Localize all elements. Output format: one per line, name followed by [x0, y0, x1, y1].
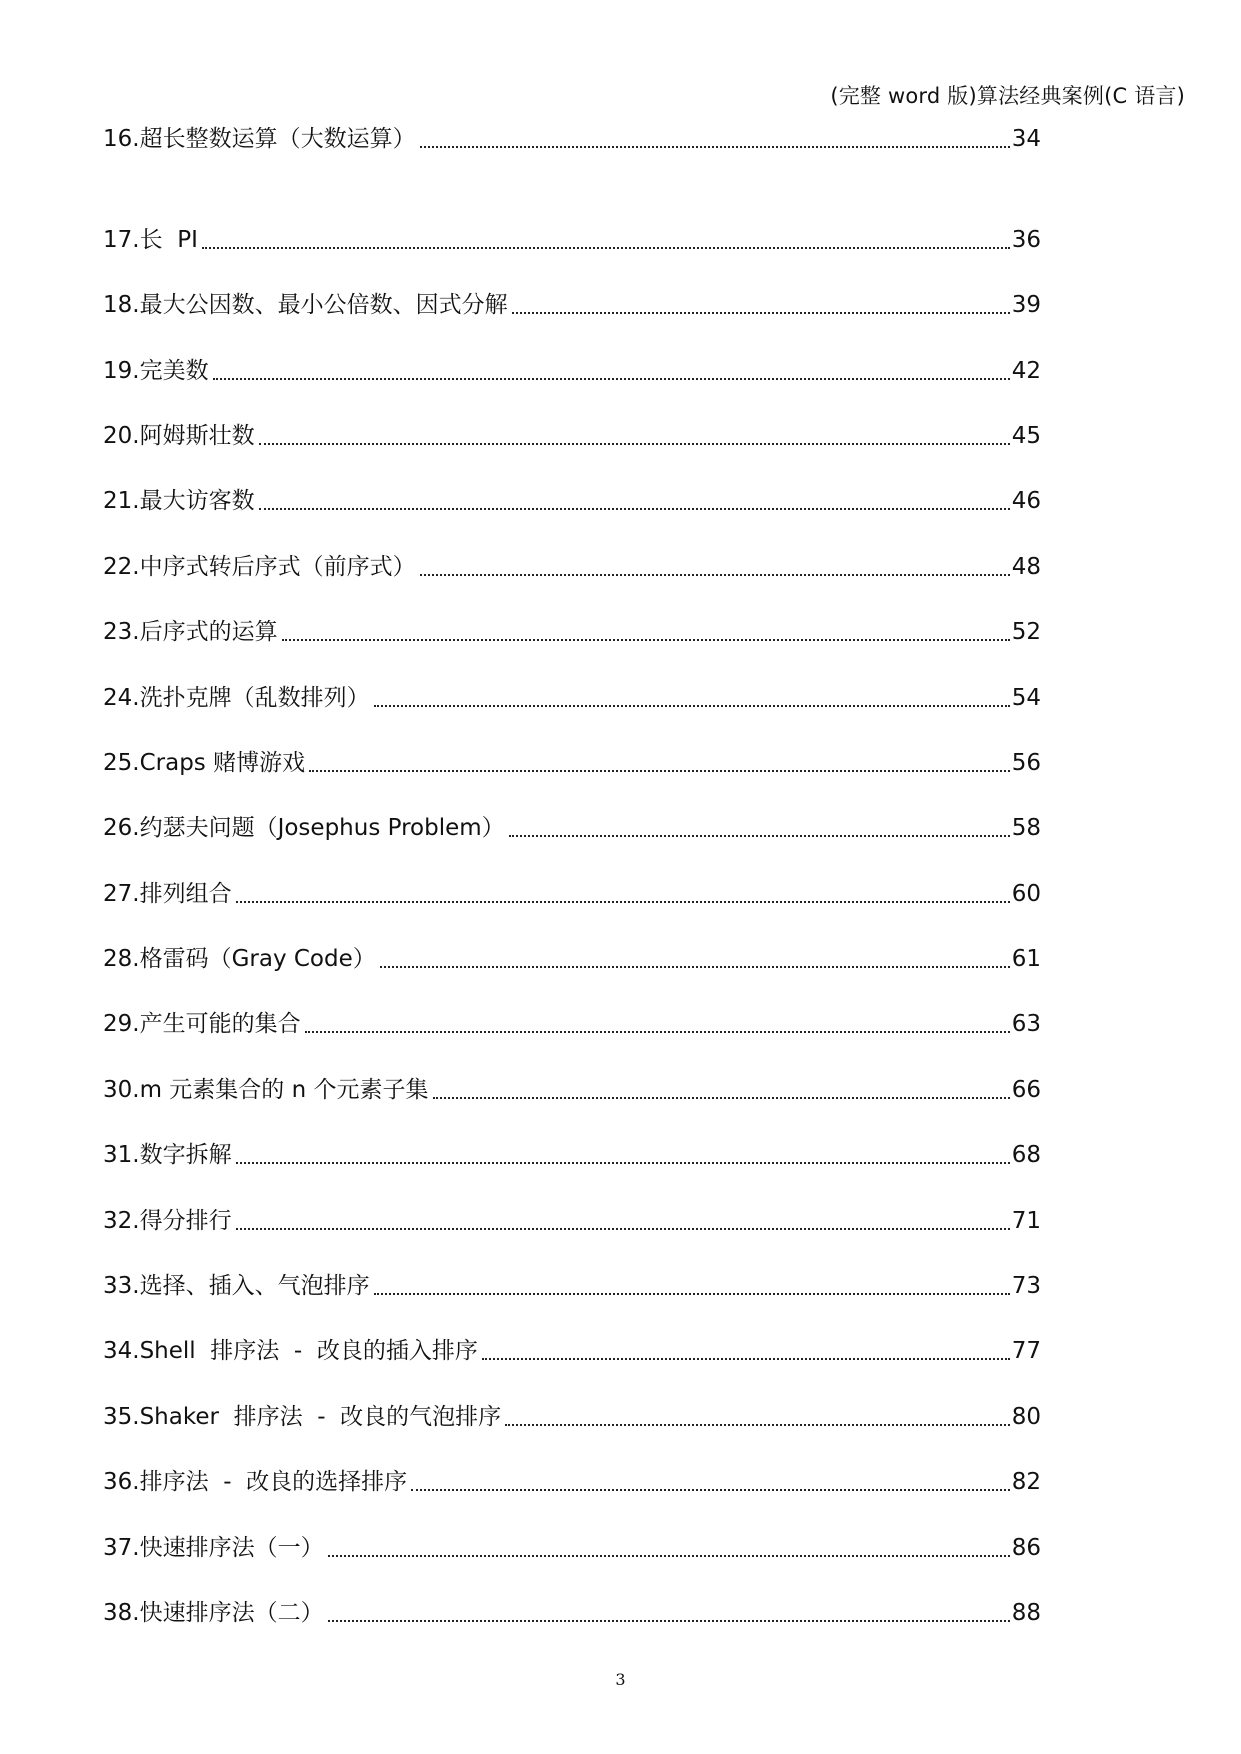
toc-entry-title: 23.后序式的运算 — [103, 619, 278, 646]
toc-entry[interactable] — [103, 713, 1041, 778]
toc-entry-title: 21.最大访客数 — [103, 488, 255, 515]
toc-entry[interactable] — [103, 255, 1041, 320]
toc-entry-page: 71 — [1011, 1207, 1041, 1234]
toc-entry[interactable] — [103, 1497, 1041, 1562]
toc-leader-dots — [236, 1162, 1010, 1164]
toc-entry[interactable] — [103, 582, 1041, 647]
toc-leader-dots — [309, 770, 1010, 772]
toc-leader-dots — [374, 1293, 1010, 1295]
toc-entry-title: 29.产生可能的集合 — [103, 1011, 301, 1038]
toc-entry[interactable] — [103, 974, 1041, 1039]
toc-leader-dots — [259, 443, 1010, 445]
toc-leader-dots — [420, 574, 1010, 576]
toc-entry[interactable] — [103, 909, 1041, 974]
toc-entry-page: 66 — [1011, 1076, 1041, 1103]
toc-entry-title: 34.Shell 排序法 - 改良的插入排序 — [103, 1338, 478, 1365]
toc-entry-title: 24.洗扑克牌（乱数排列） — [103, 684, 370, 711]
toc-leader-dots — [236, 901, 1010, 903]
toc-entry-page: 60 — [1011, 880, 1041, 907]
toc-entry[interactable] — [103, 124, 1041, 154]
toc-entry-page: 42 — [1011, 357, 1041, 384]
toc-leader-dots — [512, 312, 1010, 314]
toc-leader-dots — [328, 1555, 1010, 1557]
toc-entry-title: 27.排列组合 — [103, 880, 232, 907]
toc-entry[interactable] — [103, 1432, 1041, 1497]
toc-entry-title: 18.最大公因数、最小公倍数、因式分解 — [103, 292, 508, 319]
toc-leader-dots — [411, 1489, 1010, 1491]
toc-entry-title: 28.格雷码（Gray Code） — [103, 946, 376, 973]
toc-entry-title: 30.m 元素集合的 n 个元素子集 — [103, 1076, 429, 1103]
toc-entry-page: 48 — [1011, 553, 1041, 580]
toc-entry[interactable] — [103, 386, 1041, 451]
toc-leader-dots — [505, 1424, 1010, 1426]
toc-entry-title: 26.约瑟夫问题（Josephus Problem） — [103, 815, 505, 842]
toc-leader-dots — [236, 1228, 1010, 1230]
toc-entry-page: 73 — [1011, 1273, 1041, 1300]
toc-entry-page: 39 — [1011, 292, 1041, 319]
toc-entry-page: 36 — [1011, 226, 1041, 253]
toc-entry-title: 22.中序式转后序式（前序式） — [103, 553, 416, 580]
toc-entry-title: 20.阿姆斯壮数 — [103, 422, 255, 449]
page-number: 3 — [615, 1670, 626, 1689]
toc-leader-dots — [213, 378, 1010, 380]
toc-leader-dots — [328, 1620, 1010, 1622]
toc-entry-page: 82 — [1011, 1469, 1041, 1496]
toc-entry[interactable] — [103, 647, 1041, 712]
toc-entry-title: 32.得分排行 — [103, 1207, 232, 1234]
toc-entry-title: 16.超长整数运算（大数运算） — [103, 126, 416, 152]
toc-entry[interactable] — [103, 1301, 1041, 1366]
toc-entry-title: 31.数字拆解 — [103, 1142, 232, 1169]
toc-entry-page: 46 — [1011, 488, 1041, 515]
toc-entry-page: 86 — [1011, 1534, 1041, 1561]
toc-entry[interactable] — [103, 1563, 1041, 1628]
toc-entry[interactable] — [103, 451, 1041, 516]
toc-entry[interactable] — [103, 1366, 1041, 1431]
toc-entry-page: 45 — [1011, 422, 1041, 449]
toc-entry-page: 77 — [1011, 1338, 1041, 1365]
toc-leader-dots — [509, 835, 1010, 837]
toc-leader-dots — [420, 146, 1010, 148]
toc-entry-title: 38.快速排序法（二） — [103, 1599, 324, 1626]
toc-entry[interactable] — [103, 320, 1041, 385]
toc-entry-title: 35.Shaker 排序法 - 改良的气泡排序 — [103, 1403, 502, 1430]
toc-entry-page: 54 — [1011, 684, 1041, 711]
toc-entry-page: 34 — [1011, 126, 1041, 152]
running-header: (完整 word 版)算法经典案例(C 语言) — [830, 84, 1185, 108]
toc-leader-dots — [282, 639, 1010, 641]
toc-leader-dots — [374, 705, 1010, 707]
toc-entry-title: 25.Craps 赌博游戏 — [103, 749, 306, 776]
toc-entry[interactable] — [103, 843, 1041, 908]
toc-entry-page: 58 — [1011, 815, 1041, 842]
toc-leader-dots — [259, 508, 1010, 510]
toc-entry[interactable] — [103, 1236, 1041, 1301]
toc-entry[interactable] — [103, 189, 1041, 254]
toc-entry-page: 88 — [1011, 1599, 1041, 1626]
toc-entry-title: 33.选择、插入、气泡排序 — [103, 1273, 370, 1300]
toc-leader-dots — [482, 1358, 1010, 1360]
toc-entry-page: 63 — [1011, 1011, 1041, 1038]
toc-entry-page: 56 — [1011, 749, 1041, 776]
toc-entry-title: 36.排序法 - 改良的选择排序 — [103, 1469, 408, 1496]
toc-entry-page: 68 — [1011, 1142, 1041, 1169]
toc-entry-title: 17.长 PI — [103, 226, 198, 253]
toc-entry-title: 19.完美数 — [103, 357, 209, 384]
toc-entry-page: 80 — [1011, 1403, 1041, 1430]
toc-entry-page: 61 — [1011, 946, 1041, 973]
toc-entry-page: 52 — [1011, 619, 1041, 646]
toc-entry[interactable] — [103, 1039, 1041, 1104]
table-of-contents — [103, 124, 1041, 1628]
toc-entry[interactable] — [103, 1105, 1041, 1170]
toc-entry[interactable] — [103, 516, 1041, 581]
toc-leader-dots — [433, 1097, 1010, 1099]
toc-leader-dots — [202, 247, 1010, 249]
toc-entry[interactable] — [103, 778, 1041, 843]
toc-entry[interactable] — [103, 1170, 1041, 1235]
toc-entry-title: 37.快速排序法（一） — [103, 1534, 324, 1561]
toc-leader-dots — [380, 966, 1010, 968]
toc-leader-dots — [305, 1031, 1010, 1033]
